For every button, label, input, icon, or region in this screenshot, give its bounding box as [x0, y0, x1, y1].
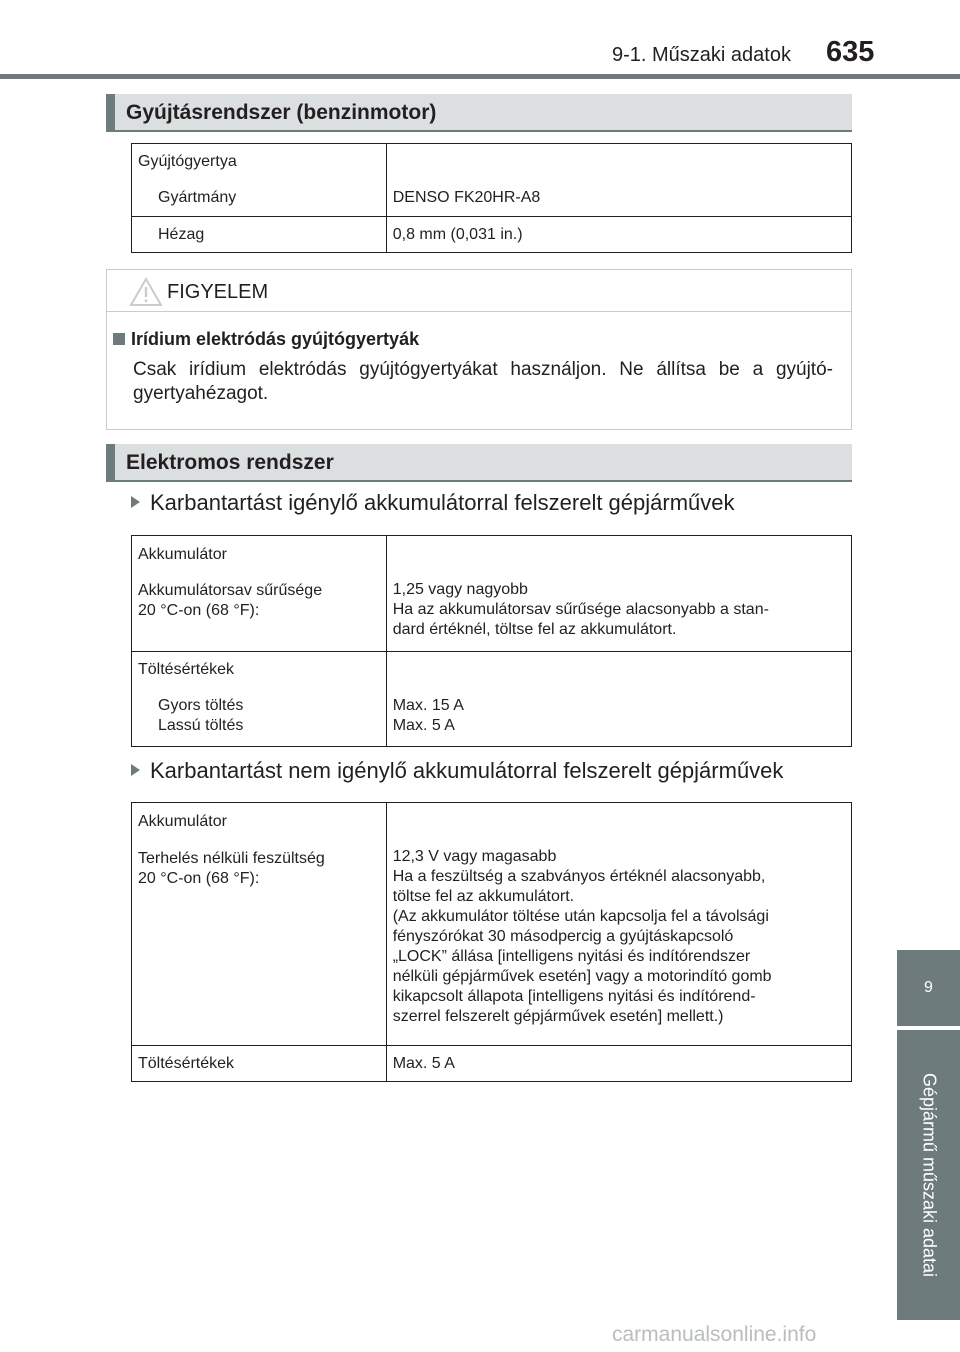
voltage-value: [393, 847, 845, 1027]
chapter-tab-label: Gépjármű műszaki adatai: [919, 1072, 940, 1278]
quick-charge-value: Max. 15 A: [392, 697, 464, 714]
charge-rates-label: Töltésértékek: [138, 1055, 235, 1072]
table-cell: [386, 803, 851, 1046]
warning-subtitle: [113, 329, 419, 350]
table-cell: [386, 217, 851, 253]
voltage-line: Ha a feszültség a szabványos értéknél alacsonyabb,: [392, 868, 766, 885]
triangle-bullet-icon: [131, 764, 140, 776]
density-label-2: 20 °C-on (68 °F):: [138, 602, 260, 619]
density-value-2: Ha az akkumulátorsav sűrűsége alacsonyabb a stan-: [392, 601, 769, 618]
voltage-line: nélküli gépjárművek esetén] vagy a motorindító gomb: [392, 968, 772, 985]
table-cell: [386, 1046, 851, 1082]
table-row: [132, 1046, 852, 1082]
gap-value: 0,8 mm (0,031 in.): [392, 226, 523, 243]
section-heading-electrical: [106, 444, 852, 482]
table-cell: [386, 536, 851, 652]
battery-label: Akkumulátor: [138, 546, 227, 563]
table-cell: [132, 1046, 387, 1082]
charge-value: Max. 5 A: [392, 1055, 455, 1072]
make-label: Gyártmány: [158, 189, 237, 206]
slow-charge-value: Max. 5 A: [392, 717, 455, 734]
quick-charge-label: Gyors töltés: [158, 697, 244, 714]
voltage-line: kikapcsolt állapota [intelligens nyitási és indítórend-: [392, 988, 756, 1005]
table-row: [132, 217, 852, 253]
table-row: [132, 652, 852, 747]
ignition-table: [131, 143, 852, 253]
table-cell: [132, 144, 387, 217]
table-row: [132, 803, 852, 1046]
voltage-label-2: 20 °C-on (68 °F):: [138, 870, 260, 887]
voltage-line: töltse fel az akkumulátort.: [392, 888, 575, 905]
warning-subtitle-text: Irídium elektródás gyújtógyertyák: [131, 329, 420, 349]
battery-label: Akkumulátor: [138, 813, 227, 830]
section-heading-text: Gyújtásrendszer (benzinmotor): [126, 101, 437, 124]
make-value: DENSO FK20HR-A8: [392, 189, 541, 206]
density-value-3: dard értéknél, töltse fel az akkumulátort.: [392, 621, 677, 638]
voltage-line: „LOCK” állása [intelligens nyitási és indítórendszer: [392, 948, 751, 965]
battery-table-maintenance: [131, 535, 852, 747]
slow-charge-label: Lassú töltés: [158, 717, 244, 734]
density-value-1: 1,25 vagy nagyobb: [392, 581, 528, 598]
warning-text: Csak irídium elektródás gyújtógyertyákat használjon. Ne állítsa be a gyújtó-gyertyahézagot.: [133, 359, 833, 404]
table-cell: [132, 536, 387, 652]
warning-title: FIGYELEM: [167, 281, 269, 303]
voltage-line: (Az akkumulátor töltése után kapcsolja fel a távolsági: [392, 908, 769, 925]
header-section-title: 9-1. Műszaki adatok: [612, 44, 791, 66]
table-cell: [386, 144, 851, 217]
bullet-maintenance-battery: [131, 490, 735, 516]
warning-triangle-icon: [129, 277, 163, 312]
bullet-text: Karbantartást igénylő akkumulátorral felszerelt gépjárművek: [150, 490, 735, 515]
table-cell: [132, 652, 387, 747]
bullet-maintenance-free-battery: [131, 758, 783, 784]
charge-rates-label: Töltésértékek: [138, 661, 235, 678]
section-heading-ignition: [106, 94, 852, 132]
header-divider: [0, 74, 960, 79]
battery-table-maintenance-free: [131, 802, 852, 1082]
density-label-1: Akkumulátorsav sűrűsége: [138, 582, 323, 599]
watermark: carmanualsonline.info: [612, 1323, 817, 1346]
warning-box: [106, 269, 852, 430]
voltage-label-1: Terhelés nélküli feszültség: [138, 850, 325, 867]
section-heading-text: Elektromos rendszer: [126, 451, 334, 474]
table-cell: [386, 652, 851, 747]
spark-plug-label: Gyújtógyertya: [138, 153, 237, 170]
square-bullet-icon: [113, 333, 125, 345]
voltage-line: fényszórókat 30 másodpercig a gyújtáskapcsoló: [392, 928, 734, 945]
chapter-tab-number[interactable]: 9: [897, 950, 960, 1026]
warning-header: [107, 270, 851, 312]
table-row: [132, 144, 852, 217]
voltage-line: 12,3 V vagy magasabb: [392, 848, 557, 865]
table-row: [132, 536, 852, 652]
table-cell: [132, 803, 387, 1046]
voltage-line: szerrel felszerelt gépjárművek esetén] mellett.): [392, 1008, 724, 1025]
gap-label: Hézag: [158, 226, 205, 243]
table-cell: [132, 217, 387, 253]
page-number: 635: [826, 36, 875, 68]
triangle-bullet-icon: [131, 496, 140, 508]
bullet-text: Karbantartást nem igénylő akkumulátorral felszerelt gépjárművek: [150, 758, 784, 783]
